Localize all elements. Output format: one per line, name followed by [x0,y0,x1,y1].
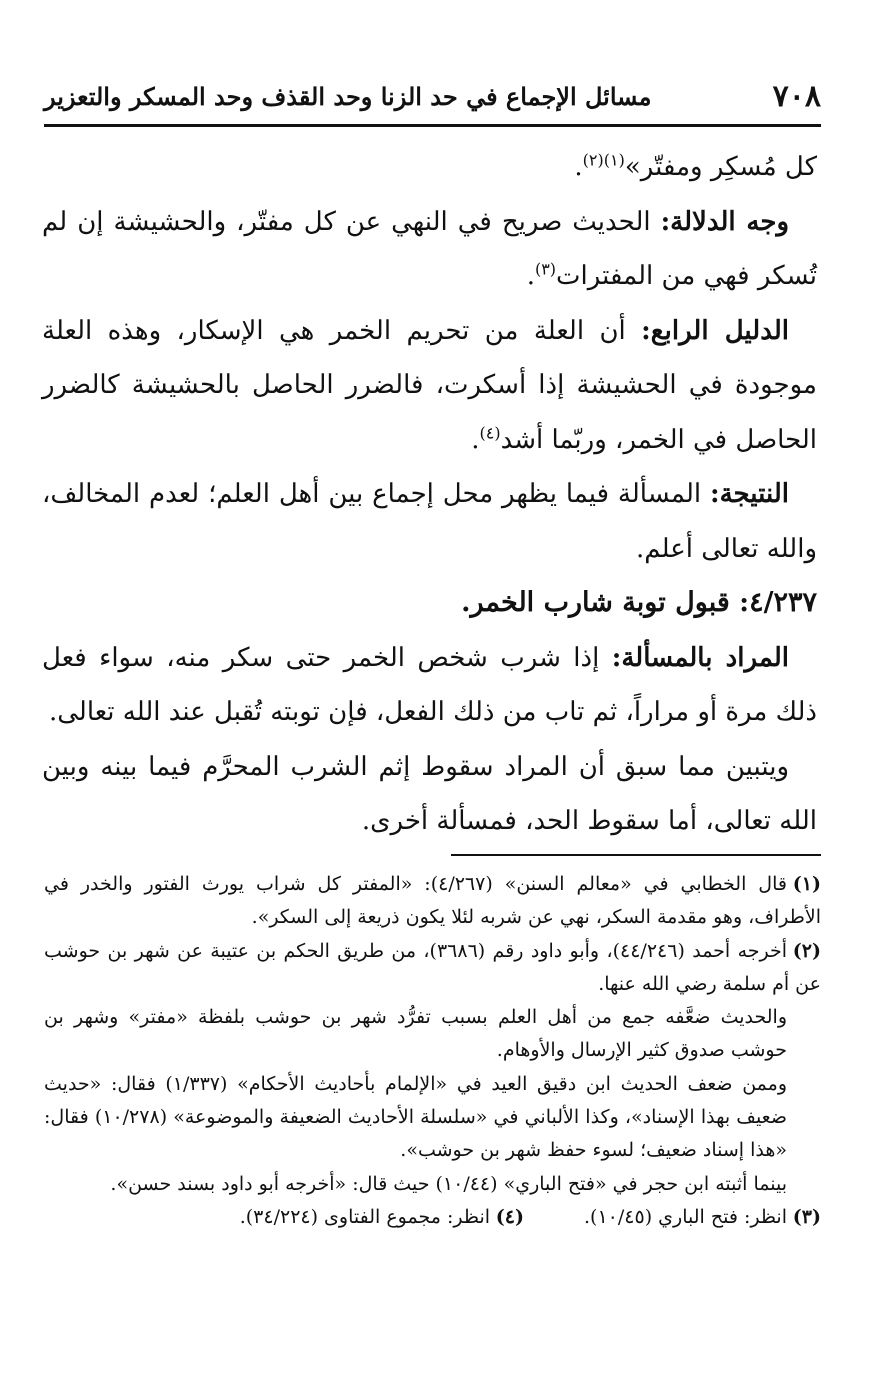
paragraph-result-text: المسألة فيما يظهر محل إجماع بين أهل العلم؛ لعدم المخالف، والله تعالى أعلم. [42,479,817,564]
footnote-4-text: انظر: مجموع الفتاوى (٣٤/٢٢٤). [239,1205,491,1228]
footnote-4-number: (٤) [495,1205,525,1228]
paragraph-evidence-meaning [42,195,817,304]
paragraph-lead-evidence-meaning: وجه الدلالة: [660,206,789,237]
paragraph-issue-meaning [42,631,817,740]
page-header [44,72,821,120]
paragraph-fourth-evidence-end: . [471,424,480,455]
paragraph-fourth-evidence [42,304,817,468]
footnote-4 [240,1201,524,1234]
footnote-separator [451,854,821,856]
paragraph-fourth-evidence-text: أن العلة من تحريم الخمر هي الإسكار، وهذه العلة موجودة في الحشيشة إذا أسكرت، فالضرر الحاصل بالحشيشة كالضرر الحاصل في الخمر، وربّما أشد [42,315,817,455]
footnote-2-text: أخرجه أحمد (٤٤/٢٤٦)، وأبو داود رقم (٣٦٨٦)، من طريق الحكم بن عتيبة عن شهر بن حوشب عن أم سلمة رضي الله عنها. [44,939,821,995]
main-text [42,140,817,849]
footnote-ref-3: (٣) [534,259,557,279]
paragraph-evidence-meaning-end: . [526,261,535,291]
paragraph-result [42,467,817,576]
paragraph-1 [42,140,817,195]
footnote-ref-4: (٤) [479,422,501,442]
paragraph-evidence-meaning-text: الحديث صريح في النهي عن كل مفتّر، والحشيشة إن لم تُسكر فهي من المفترات [42,206,817,291]
header-rule [44,124,821,127]
footnote-2-number: (٢) [792,939,822,962]
footnote-1 [44,868,821,935]
footnotes [44,868,821,1234]
footnote-2-continuation-3: بينما أثبته ابن حجر في «فتح الباري» (١٠/٤٤) حيث قال: «أخرجه أبو داود بسند حسن». [110,1172,787,1195]
footnote-2 [44,935,821,1002]
footnote-row-3-4 [44,1201,821,1234]
footnote-3-number: (٣) [792,1205,821,1228]
footnote-3 [584,1201,821,1234]
footnote-2-continuation-1: والحديث ضعَّفه جمع من أهل العلم بسبب تفرُّد شهر بن حوشب بلفظة «مفتر» وشهر بن حوشب صدوق كثير الإرسال والأوهام. [44,1006,787,1062]
paragraph-issue-meaning-text: إذا شرب شخص الخمر حتى سكر منه، سواء فعل ذلك مرة أو مراراً، ثم تاب من ذلك الفعل، فإن توبته تُقبل عند الله تعالى. [42,642,817,727]
footnote-1-text: قال الخطابي في «معالم السنن» (٤/٢٦٧): «المفتر كل شراب يورث الفتور والخدر في الأطراف، وهو مقدمة السكر، نهي عن شربه لئلا يكون ذريعة إلى السكر». [44,873,821,929]
paragraph-clarification: ويتبين مما سبق أن المراد سقوط إثم الشرب المحرَّم فيما بينه وبين الله تعالى، أما سقوط الحد، فمسألة أخرى. [42,751,817,836]
page-number: ٧٠٨ [772,78,821,114]
footnote-2-continuation-2: وممن ضعف الحديث ابن دقيق العيد في «الإلمام بأحاديث الأحكام» (١/٣٣٧) فقال: «حديث ضعيف بهذا الإسناد»، وكذا الألباني في «سلسلة الأحاديث الضعيفة والموضوعة» (١٠/٢٧٨) فقال: «هذا إسناد ضعيف؛ لسوء حفظ شهر بن حوشب». [44,1072,788,1162]
footnote-1-number: (١) [792,873,821,895]
section-heading: ٤/٢٣٧: قبول توبة شارب الخمر. [461,587,817,618]
paragraph-1-end: . [574,152,583,182]
footnote-3-text: انظر: فتح الباري (١٠/٤٥). [584,1205,787,1228]
paragraph-lead-result: النتيجة: [709,479,789,509]
running-title: مسائل الإجماع في حد الزنا وحد القذف وحد المسكر والتعزير [44,81,652,111]
paragraph-1-text: كل مُسكِر ومفتّر» [624,152,817,182]
paragraph-lead-fourth-evidence: الدليل الرابع: [641,315,789,346]
footnote-ref-1-2: (١)(٢) [582,150,625,170]
paragraph-lead-issue-meaning: المراد بالمسألة: [611,642,789,673]
